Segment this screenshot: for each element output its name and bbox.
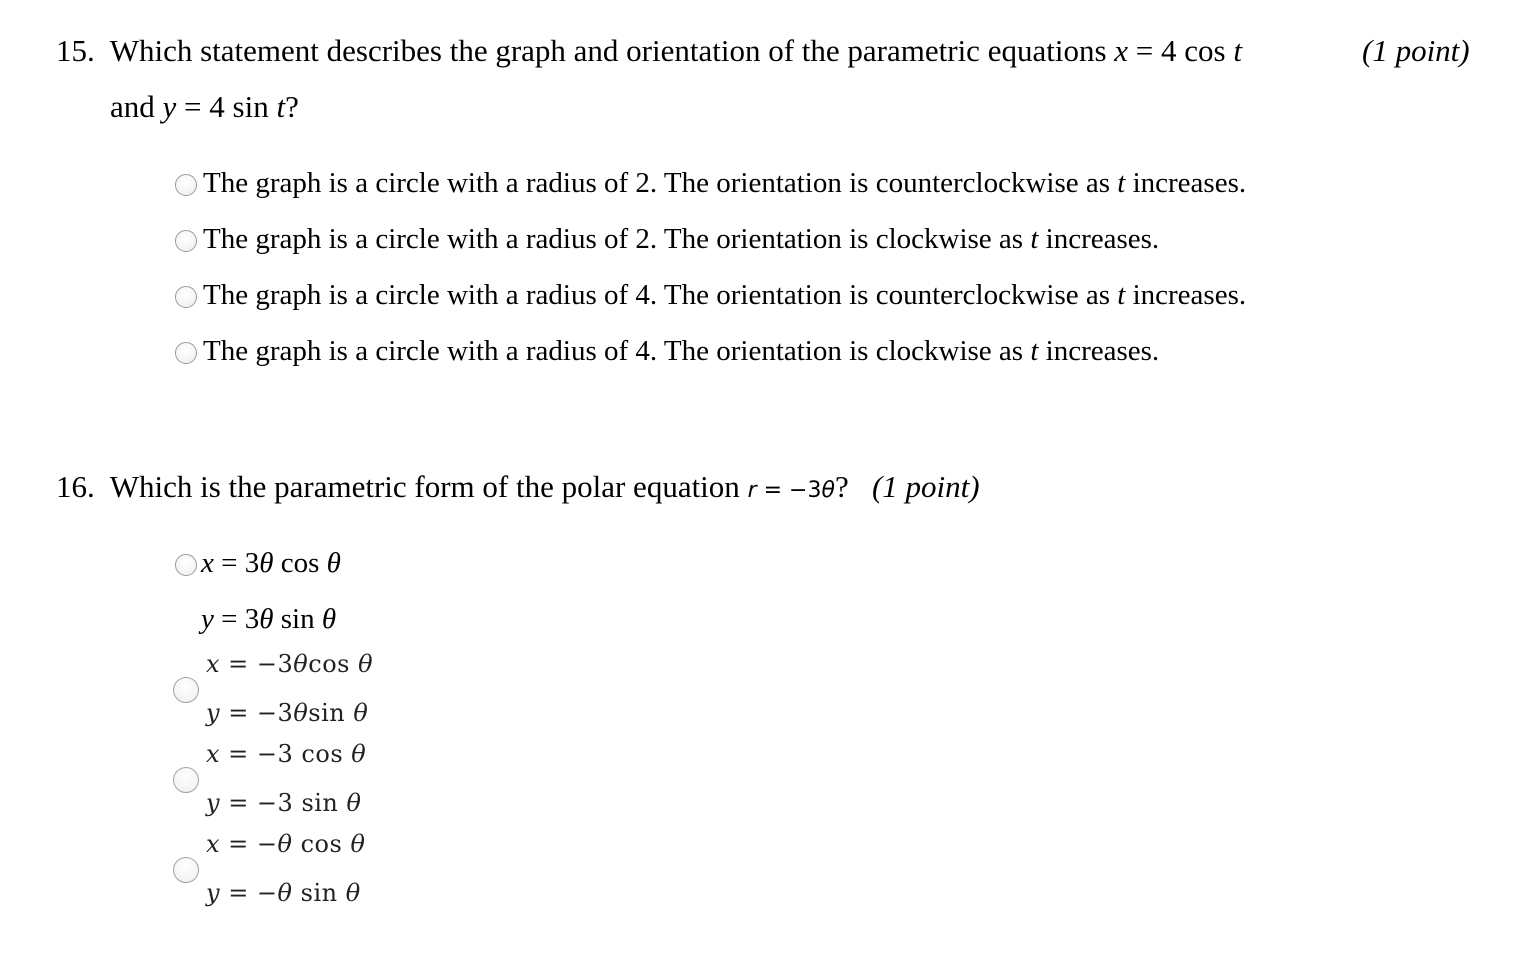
q15-qmark: ? xyxy=(285,89,299,124)
q16-opt2-x-theta1: θ xyxy=(293,650,309,678)
q16-opt3-y-rest: = −3 xyxy=(220,789,302,817)
q16-opt4-y-theta2: θ xyxy=(345,879,361,907)
q16-option-3-y xyxy=(206,787,361,819)
q15-option-4-text xyxy=(203,331,1159,371)
q15-option-3-pre: The graph is a circle with a radius of 4. The orientation is counterclockwise as xyxy=(203,279,1118,311)
q16-opt4-y-var: y xyxy=(206,879,221,907)
q16-polar-r: r xyxy=(747,478,757,503)
q15-option-2-t: t xyxy=(1030,223,1039,255)
q15-option-4-t: t xyxy=(1030,335,1039,367)
q15-number: 15. xyxy=(56,33,95,68)
q16-opt4-y-rest: = − xyxy=(220,879,278,907)
q15-option-1-pre: The graph is a circle with a radius of 2. The orientation is counterclockwise as xyxy=(203,167,1118,199)
q16-opt4-x-theta1: θ xyxy=(277,830,293,858)
q15-option-2-radio[interactable] xyxy=(175,230,197,252)
q16-opt3-x-theta2: θ xyxy=(351,740,367,768)
q16-opt3-y-var: y xyxy=(206,789,221,817)
q16-option-2-radio[interactable] xyxy=(173,677,199,703)
q16-polar-equation xyxy=(748,478,835,503)
q15-and: and xyxy=(110,89,163,124)
q15-option-3-radio[interactable] xyxy=(175,286,197,308)
q16-opt3-y-theta2: θ xyxy=(346,789,362,817)
q15-option-4-post: increases. xyxy=(1038,335,1160,367)
q16-option-1-x xyxy=(201,545,341,581)
q16-opt1-x-theta2: θ xyxy=(326,547,341,579)
q16-opt2-x-cos: cos xyxy=(308,650,359,678)
q16-polar-rest: = −3 xyxy=(756,478,822,503)
q16-opt2-y-theta2: θ xyxy=(353,699,369,727)
q16-option-4-y xyxy=(206,877,361,909)
q16-opt2-y-rest: = −3 xyxy=(220,699,294,727)
q16-opt1-x-rest: = 3 xyxy=(213,547,260,579)
q15-option-2-pre: The graph is a circle with a radius of 2. The orientation is clockwise as xyxy=(203,223,1031,255)
q16-points-label: (1 point) xyxy=(871,469,980,504)
q15-option-3-t: t xyxy=(1117,279,1126,311)
q15-option-4-pre: The graph is a circle with a radius of 4. The orientation is clockwise as xyxy=(203,335,1031,367)
q16-opt3-y-sin: sin xyxy=(301,789,347,817)
q15-option-3-text xyxy=(203,275,1246,315)
q15-question-text: Which statement describes the graph and orientation of the parametric equations xyxy=(109,33,1107,68)
q16-opt1-x-theta1: θ xyxy=(259,547,274,579)
q15-option-4-radio[interactable] xyxy=(175,342,197,364)
q16-opt4-y-theta1: θ xyxy=(277,879,293,907)
q15-points-label: (1 point) xyxy=(1362,33,1470,68)
q16-option-2-x xyxy=(206,648,373,680)
q16-opt2-y-var: y xyxy=(206,699,221,727)
q16-question-text: Which is the parametric form of the polar equation xyxy=(109,469,740,504)
q16-opt1-y-theta1: θ xyxy=(259,603,274,635)
q16-opt4-x-theta2: θ xyxy=(350,830,366,858)
q16-option-3-radio[interactable] xyxy=(173,767,199,793)
q16-polar-theta: θ xyxy=(821,478,835,503)
q16-opt1-x-var: x xyxy=(201,547,214,579)
q16-opt4-y-sin: sin xyxy=(292,879,346,907)
q16-opt4-x-rest: = − xyxy=(220,830,278,858)
q15-x-eq: = 4 cos xyxy=(1128,33,1234,68)
q15-option-1-radio[interactable] xyxy=(175,174,197,196)
q16-option-3-x xyxy=(206,738,366,770)
q16-opt2-y-theta1: θ xyxy=(293,699,309,727)
q16-option-1-y xyxy=(201,601,336,637)
q15-option-1-post: increases. xyxy=(1125,167,1247,199)
q16-opt3-x-rest: = −3 xyxy=(220,740,302,768)
q15-points xyxy=(1362,31,1470,71)
q16-opt1-x-cos: cos xyxy=(273,547,327,579)
q16-opt1-y-sin: sin xyxy=(273,603,322,635)
q15-line2 xyxy=(110,87,299,127)
q15-t2: t xyxy=(276,89,286,124)
q16-option-2-y xyxy=(206,697,368,729)
q16-opt4-x-var: x xyxy=(206,830,221,858)
q16-option-1-radio[interactable] xyxy=(175,554,197,576)
q16-opt4-x-cos: cos xyxy=(292,830,351,858)
q16-opt2-x-theta2: θ xyxy=(358,650,374,678)
q15-option-2-text xyxy=(203,219,1159,259)
q16-opt1-y-theta2: θ xyxy=(321,603,337,635)
q16-opt1-y-rest: = 3 xyxy=(213,603,260,635)
q16-opt2-x-var: x xyxy=(206,650,221,678)
q15-line1 xyxy=(56,31,1242,71)
q16-qmark: ? xyxy=(834,469,849,504)
q16-option-4-radio[interactable] xyxy=(173,857,199,883)
q16-number: 16. xyxy=(56,469,95,504)
q15-option-2-post: increases. xyxy=(1038,223,1160,255)
q16-opt2-x-rest: = −3 xyxy=(220,650,294,678)
q15-t1: t xyxy=(1233,33,1242,68)
q15-y-var: y xyxy=(162,89,177,124)
q16-opt3-x-cos: cos xyxy=(301,740,352,768)
q15-option-1-text xyxy=(203,163,1246,203)
q15-option-1-t: t xyxy=(1117,167,1126,199)
q15-y-eq: = 4 sin xyxy=(176,89,277,124)
q15-x-var: x xyxy=(1114,33,1129,68)
q16-opt2-y-sin: sin xyxy=(308,699,354,727)
q16-option-4-x xyxy=(206,828,365,860)
q16-opt3-x-var: x xyxy=(206,740,221,768)
q16-line xyxy=(56,467,980,511)
q15-option-3-post: increases. xyxy=(1125,279,1247,311)
q16-opt1-y-var: y xyxy=(201,603,214,635)
